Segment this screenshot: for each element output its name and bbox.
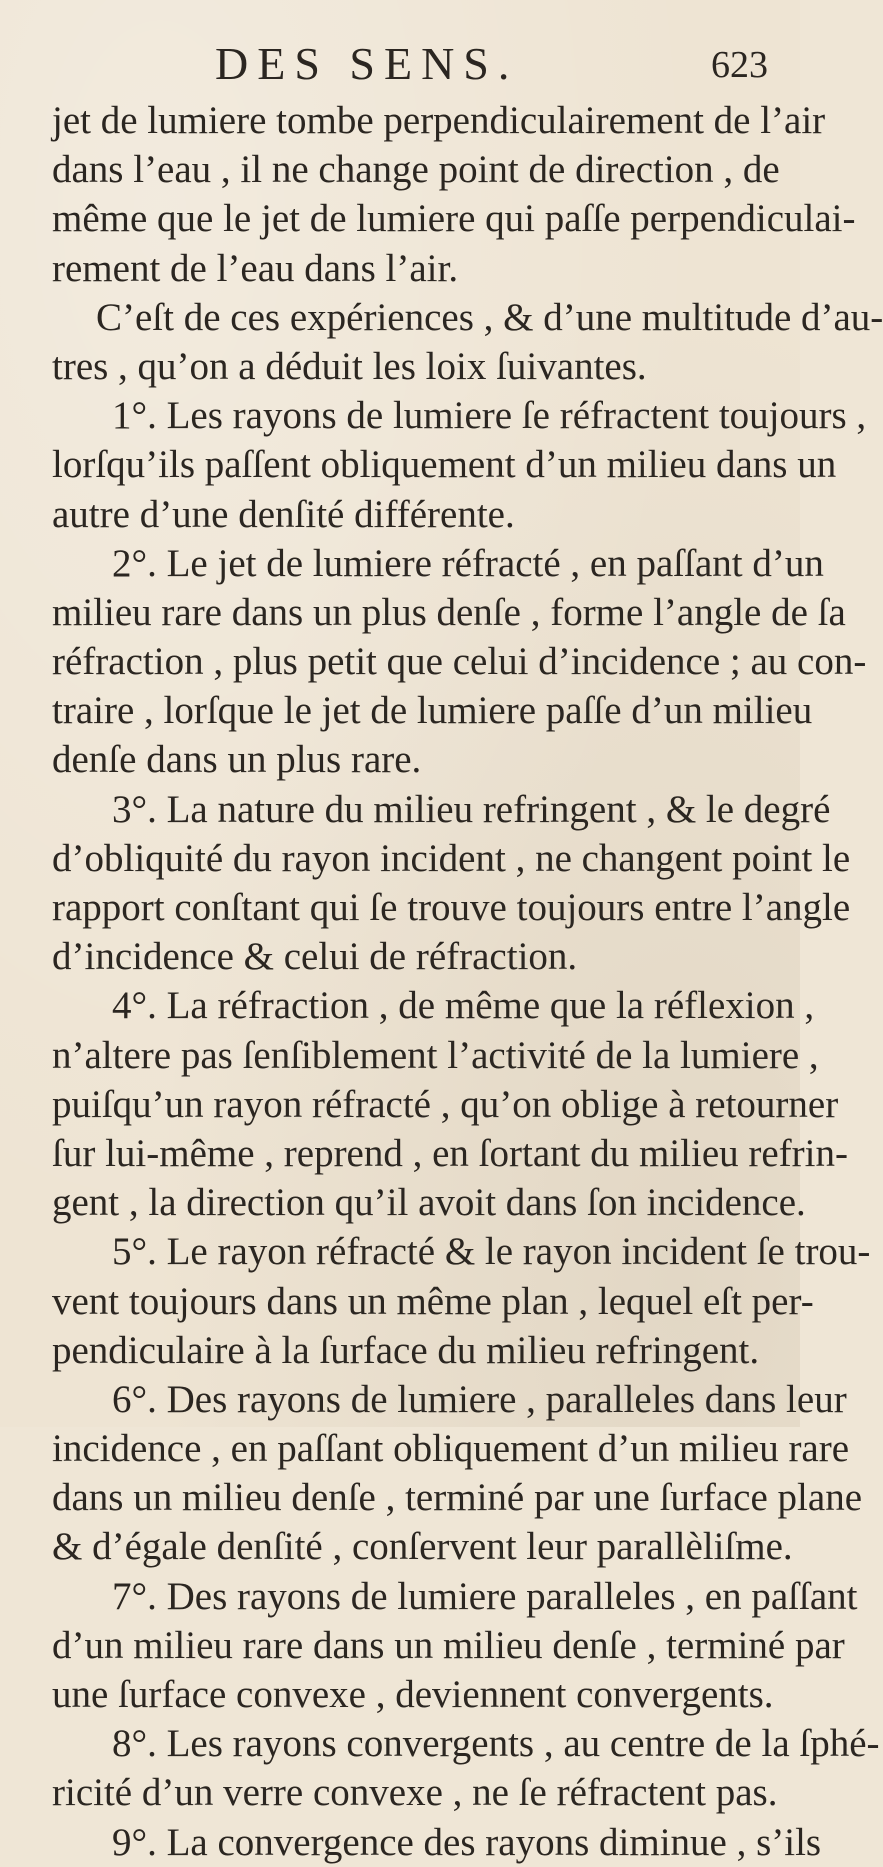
text-line: jet de lumiere tombe perpendiculairement de l’air (52, 99, 826, 142)
law-2-line: 2°. Le jet de lumiere réfracté , en paſſant d’un (112, 541, 824, 585)
text-line: ſur lui-même , reprend , en ſortant du milieu refrin- (52, 1131, 848, 1175)
law-6-line: 6°. Des rayons de lumiere , paralleles dans leur (112, 1377, 847, 1421)
law-8-line: 8°. Les rayons convergents , au centre de la ſphé- (112, 1722, 880, 1766)
text-line: même que le jet de lumiere qui paſſe perpendiculai- (52, 197, 856, 241)
text-line: lorſqu’ils paſſent obliquement d’un milieu dans un (52, 443, 837, 487)
law-1-line: 1°. Les rayons de lumiere ſe réfractent toujours , (112, 394, 867, 438)
text-line: gent , la direction qu’il avoit dans ſon incidence. (52, 1181, 806, 1225)
law-9-line: 9°. La convergence des rayons diminue , s’ils (112, 1820, 822, 1864)
text-line: dans l’eau , il ne change point de direction , de (52, 148, 780, 192)
text-line: traire , lorſque le jet de lumiere paſſe d’un milieu (52, 689, 813, 733)
text-line: d’obliquité du rayon incident , ne changent point le (52, 836, 851, 880)
text-line: dans un milieu denſe , terminé par une ſurface plane (52, 1476, 863, 1520)
text-line: denſe dans un plus rare. (52, 738, 422, 782)
text-line: & d’égale denſité , conſervent leur parallèliſme. (52, 1525, 793, 1569)
text-line: puiſqu’un rayon réfracté , qu’on oblige à retourner (52, 1082, 839, 1126)
body-text (52, 96, 883, 1867)
paragraph-start-line: C’eſt de ces expériences , & d’une multitude d’au- (96, 295, 883, 339)
text-line: n’altere pas ſenſiblement l’activité de la lumiere , (52, 1033, 819, 1077)
law-7-line: 7°. Des rayons de lumiere paralleles , en paſſant (112, 1574, 858, 1618)
text-line: autre d’une denſité différente. (52, 492, 515, 536)
text-line: d’incidence & celui de réfraction. (52, 935, 578, 979)
text-line: milieu rare dans un plus denſe , forme l’angle de ſa (52, 590, 846, 634)
text-line: rement de l’eau dans l’air. (52, 246, 459, 290)
text-line: d’un milieu rare dans un milieu denſe , terminé par (52, 1623, 845, 1667)
text-line: incidence , en paſſant obliquement d’un milieu rare (52, 1427, 850, 1471)
text-line: tres , qu’on a déduit les loix ſuivantes. (52, 344, 647, 388)
text-line: une ſurface convexe , deviennent convergents. (52, 1673, 774, 1716)
law-3-line: 3°. La nature du milieu refringent , & le degré (112, 787, 831, 831)
law-4-line: 4°. La réfraction , de même que la réflexion , (112, 984, 815, 1028)
text-line: ricité d’un verre convexe , ne ſe réfractent pas. (52, 1771, 778, 1815)
text-line: pendiculaire à la ſurface du milieu refringent. (52, 1328, 760, 1372)
page-number: 623 (711, 44, 768, 86)
law-5-line: 5°. Le rayon réfracté & le rayon incident ſe trou- (112, 1230, 871, 1274)
running-title: DES SENS. (215, 38, 519, 89)
page-header (0, 36, 800, 92)
text-line: réfraction , plus petit que celui d’incidence ; au con- (52, 640, 867, 684)
text-line: vent toujours dans un même plan , lequel eſt per- (52, 1279, 814, 1323)
text-line: rapport conſtant qui ſe trouve toujours entre l’angle (52, 886, 851, 929)
